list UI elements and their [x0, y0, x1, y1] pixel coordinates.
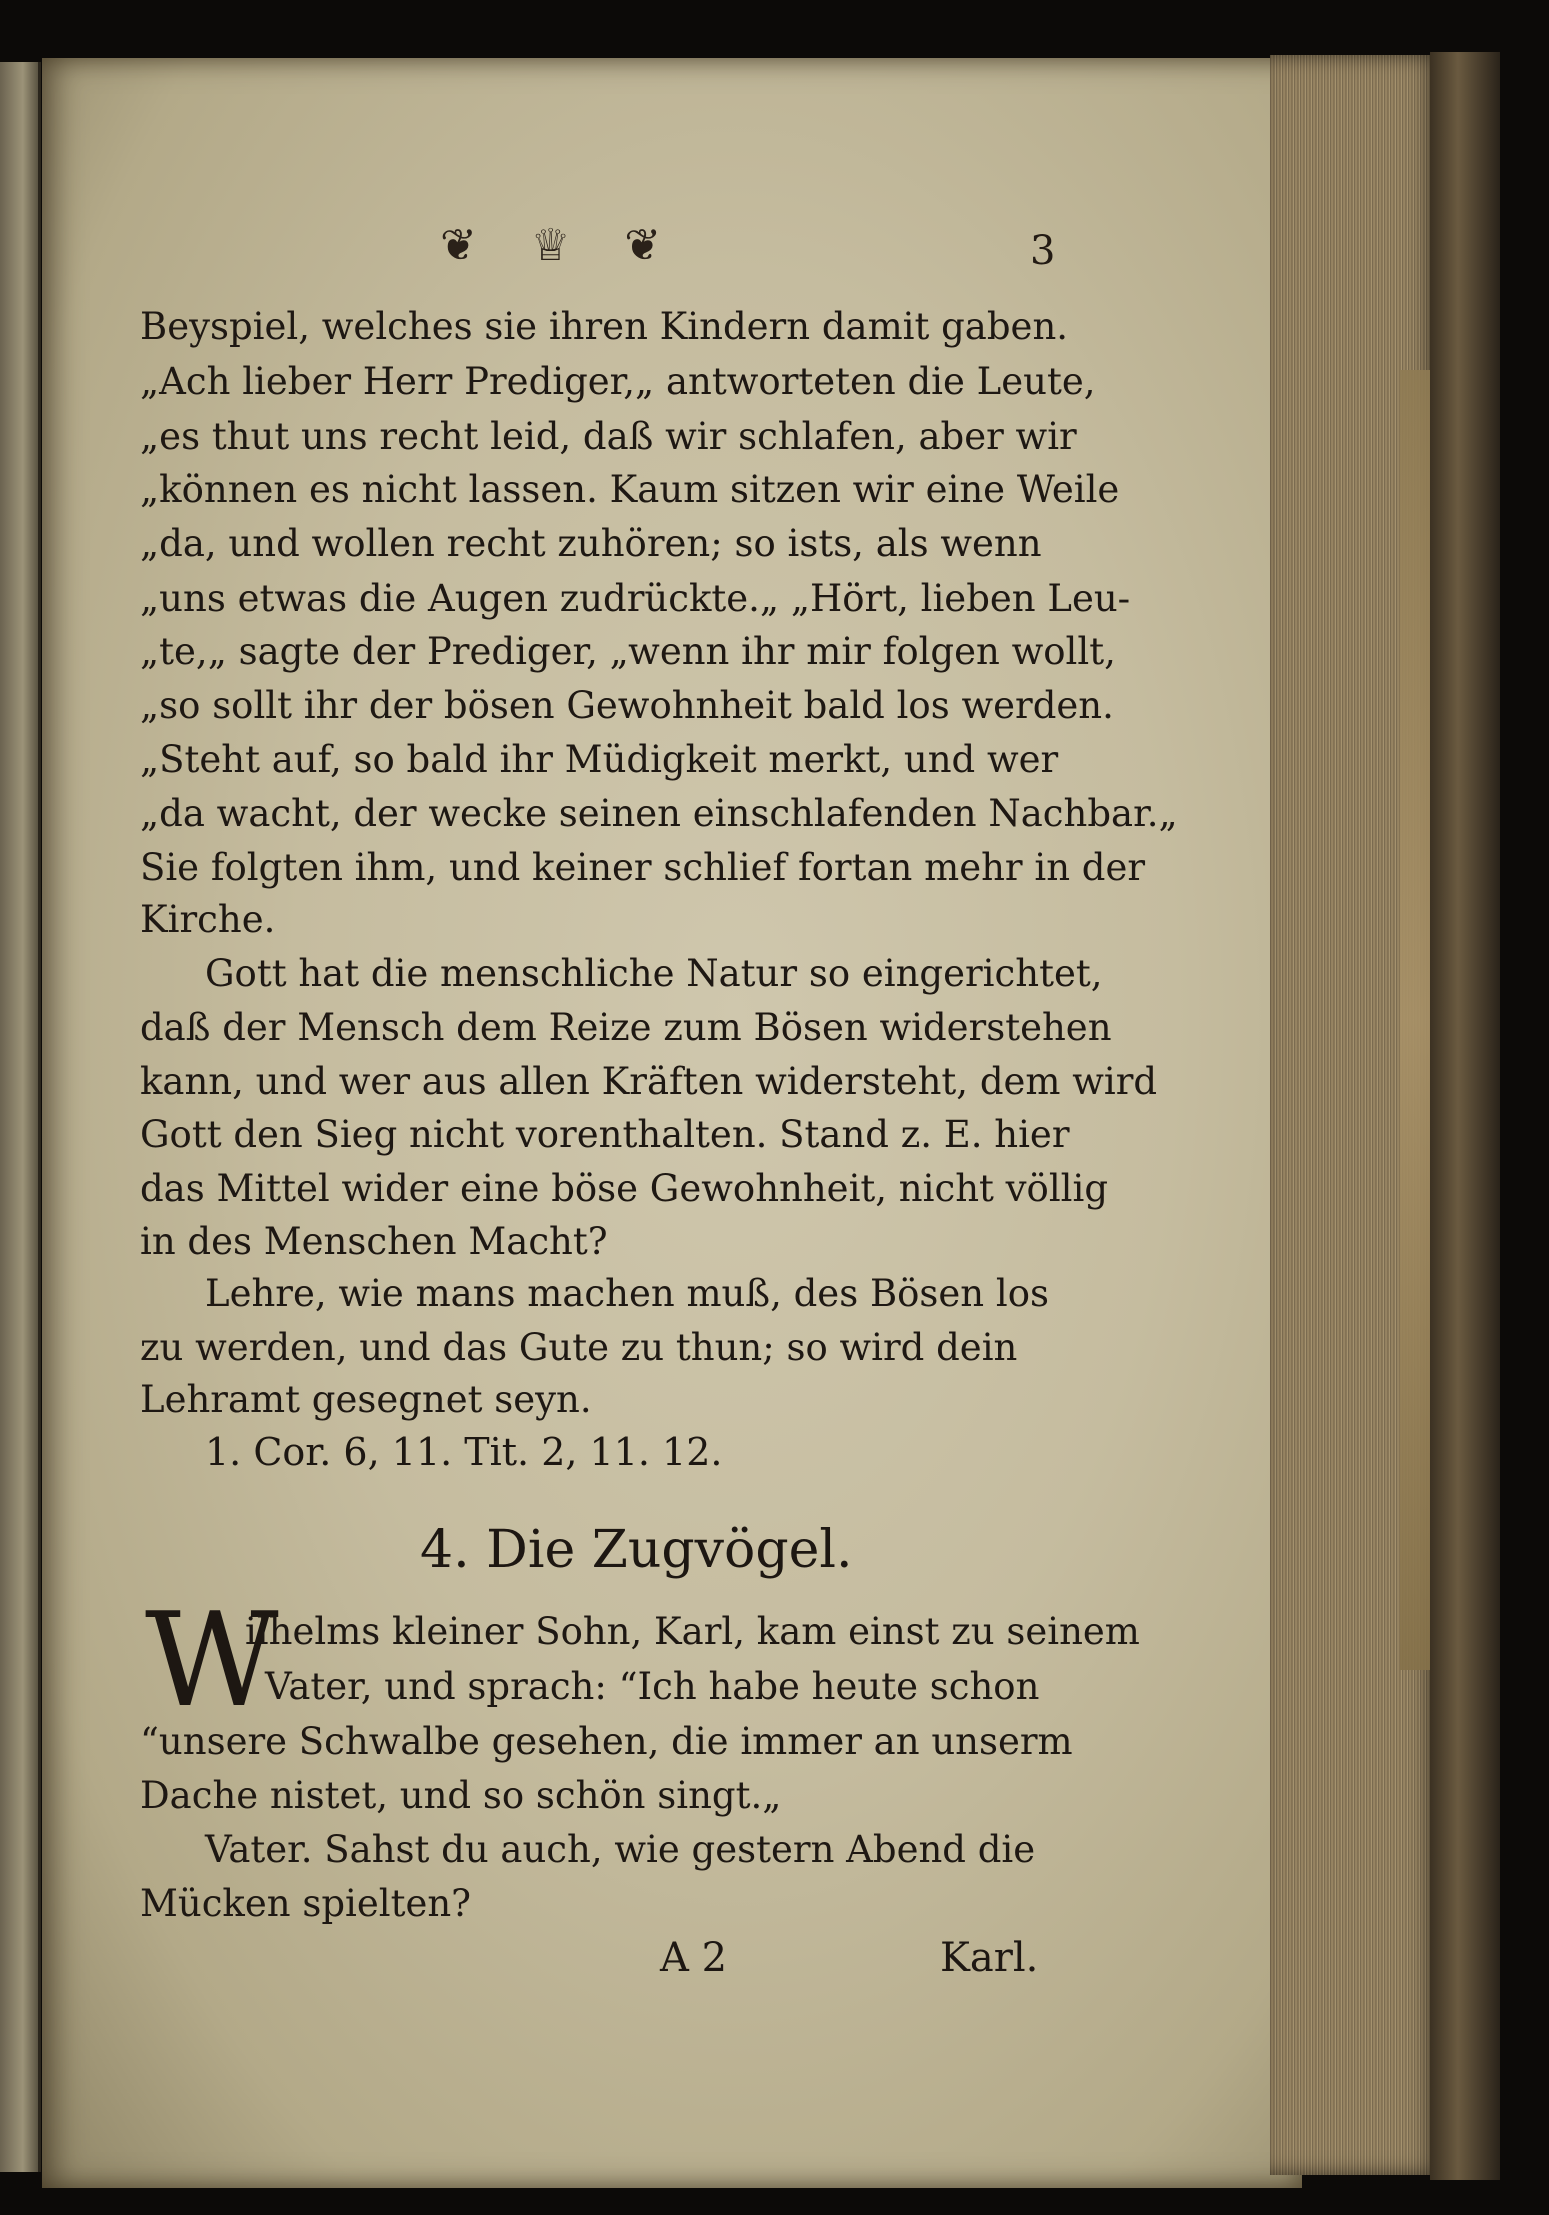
text-line: Sie folgten ihm, und keiner schlief fortan mehr in der — [140, 846, 1146, 889]
text-line: Lehre, wie mans machen muß, des Bösen los — [205, 1272, 1049, 1315]
text-line: ilhelms kleiner Sohn, Karl, kam einst zu seinem — [245, 1610, 1140, 1653]
text-line: zu werden, und das Gute zu thun; so wird dein — [140, 1326, 1018, 1369]
text-line: kann, und wer aus allen Kräften widersteht, dem wird — [140, 1060, 1158, 1103]
text-line: Dache nistet, und so schön singt.„ — [140, 1774, 782, 1817]
previous-page-edge — [0, 62, 41, 2172]
catchword: Karl. — [940, 1935, 1039, 1981]
text-line: Gott den Sieg nicht vorenthalten. Stand z. E. hier — [140, 1113, 1070, 1156]
text-line: “unsere Schwalbe gesehen, die immer an unserm — [140, 1720, 1073, 1763]
text-line: „da wacht, der wecke seinen einschlafenden Nachbar.„ — [140, 792, 1178, 835]
verse-reference: 1. Cor. 6, 11. Tit. 2, 11. 12. — [205, 1430, 723, 1474]
text-line: „so sollt ihr der bösen Gewohnheit bald los werden. — [140, 684, 1114, 727]
header-ornament: ❦ ♕ ❦ — [440, 220, 682, 271]
text-line: Beyspiel, welches sie ihren Kindern damit gaben. — [140, 305, 1069, 348]
text-line: „da, und wollen recht zuhören; so ists, als wenn — [140, 522, 1042, 565]
text-line: Vater, und sprach: “Ich habe heute schon — [265, 1665, 1040, 1708]
text-line: Vater. Sahst du auch, wie gestern Abend die — [205, 1828, 1036, 1871]
text-line: „te,„ sagte der Prediger, „wenn ihr mir folgen wollt, — [140, 630, 1116, 673]
text-line: daß der Mensch dem Reize zum Bösen widerstehen — [140, 1006, 1112, 1049]
book-cover-edge — [1430, 52, 1500, 2180]
text-line: „Steht auf, so bald ihr Müdigkeit merkt, und wer — [140, 738, 1059, 781]
text-line: in des Menschen Macht? — [140, 1220, 608, 1263]
text-line: „Ach lieber Herr Prediger,„ antworteten die Leute, — [140, 360, 1096, 403]
text-line: das Mittel wider eine böse Gewohnheit, nicht völlig — [140, 1167, 1109, 1210]
text-line: Gott hat die menschliche Natur so eingerichtet, — [205, 952, 1103, 995]
text-line: Mücken spielten? — [140, 1882, 472, 1925]
text-line: Kirche. — [140, 898, 276, 941]
text-line: „uns etwas die Augen zudrückte.„ „Hört, lieben Leu- — [140, 577, 1131, 620]
text-line: Lehramt gesegnet seyn. — [140, 1378, 592, 1421]
page-number: 3 — [1030, 228, 1056, 274]
drop-cap: W — [145, 1584, 279, 1736]
section-title: 4. Die Zugvögel. — [420, 1520, 853, 1580]
text-line: „können es nicht lassen. Kaum sitzen wir eine Weile — [140, 468, 1120, 511]
text-line: „es thut uns recht leid, daß wir schlafen, aber wir — [140, 415, 1077, 458]
signature-mark: A 2 — [660, 1935, 728, 1981]
